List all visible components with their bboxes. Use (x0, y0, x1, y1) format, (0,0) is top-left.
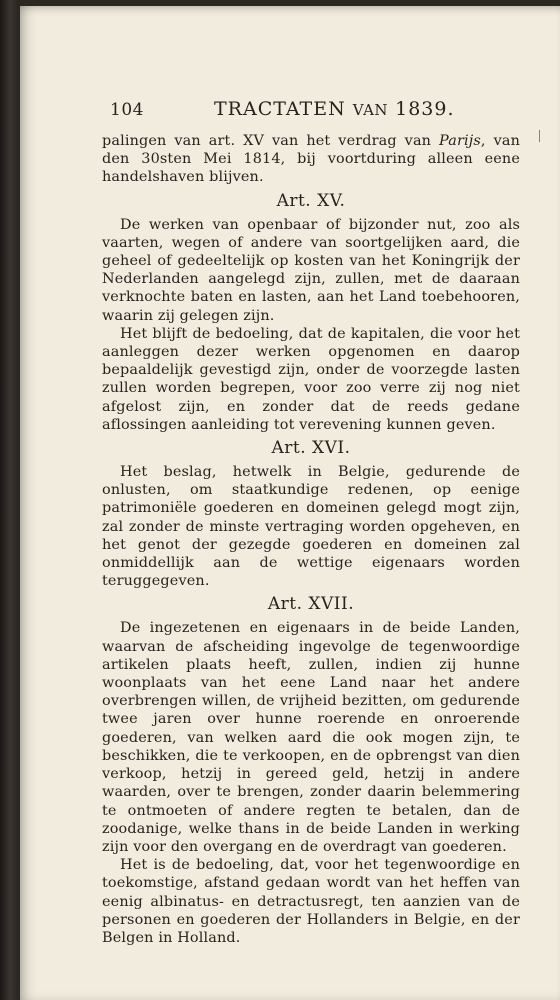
article-xvii-paragraph-2: Het is de bedoeling, dat, voor het tegenwoordige en toekomstige, afstand gedaan wordt van het heffen van eenig albinatus- en detractusregt, ten aanzien van de personen en goederen der Hollanders in Belgie, en der Belgen in Holland. (102, 857, 520, 946)
running-head (102, 96, 520, 122)
intro-italic-place: Parijs (439, 133, 481, 149)
running-title-main: TRACTATEN (214, 98, 346, 120)
article-xv-paragraph-2: Het blijft de bedoeling, dat de kapitalen, die voor het aanleggen dezer werken opgenomen en daarop bepaaldelijk gevestigd zijn, onder de voorzegde lasten zullen worden begrepen, voor zoo verre zij nog niet afgelost zijn, en zonder dat de reeds gedane aflossingen aanleiding tot verevening kunnen geven. (102, 325, 520, 433)
intro-paragraph (102, 132, 520, 187)
running-title (214, 98, 455, 120)
page-content (102, 96, 520, 947)
running-title-small: VAN (352, 101, 389, 119)
article-heading-xvii: Art. XVII. (267, 594, 355, 615)
page-number: 104 (110, 100, 144, 120)
margin-mark (539, 130, 540, 142)
article-heading-xvi: Art. XVI. (271, 438, 351, 459)
article-xv-paragraph-1: De werken van openbaar of bijzonder nut, zoo als vaarten, wegen of andere van soortgelijken aard, die geheel of gedeeltelijk op kosten van het Koningrijk der Nederlanden aangelegd zijn, zullen, met de daaraan verknochte baten en lasten, aan het Land toebehooren, waarin zij gelegen zijn. (102, 216, 520, 324)
article-xvi-paragraph-1: Het beslag, hetwelk in Belgie, gedurende de onlusten, om staatkundige redenen, op eenige patrimoniële goederen en domeinen gelegd mogt zijn, zal zonder de minste vertraging worden opgeheven, en het genot der gezegde goederen en domeinen zal onmiddellijk aan de wettige eigenaars worden teruggegeven. (102, 464, 520, 590)
running-title-year: 1839. (395, 98, 455, 120)
intro-text-before: palingen van art. XV van het verdrag van (102, 133, 440, 149)
article-xvii-paragraph-1: De ingezetenen en eigenaars in de beide Landen, waarvan de afscheiding ingevolge de tegenwoordige artikelen plaats heeft, zullen, indien zij hunne woonplaats van het eene Land naar het andere overbrengen willen, de vrijheid bezitten, om gedurende twee jaren over hunne roerende en onroerende goederen, van welken aard die ook mogen zijn, te beschikken, die te verkoopen, en de opbrengst van dien verkoop, hetzij in gereed geld, hetzij in andere waarden, over te brengen, zonder daarin belemmering te ontmoeten of andere regten te betalen, dan de zoodanige, welke thans in de beide Landen in werking zijn voor den overgang en de overdragt van goederen. (102, 620, 520, 855)
article-heading-xv: Art. XV. (276, 190, 346, 211)
intro-text-after: , van den 30sten Mei 1814, bij voortduring alleen eene handelshaven blijven. (102, 133, 520, 186)
